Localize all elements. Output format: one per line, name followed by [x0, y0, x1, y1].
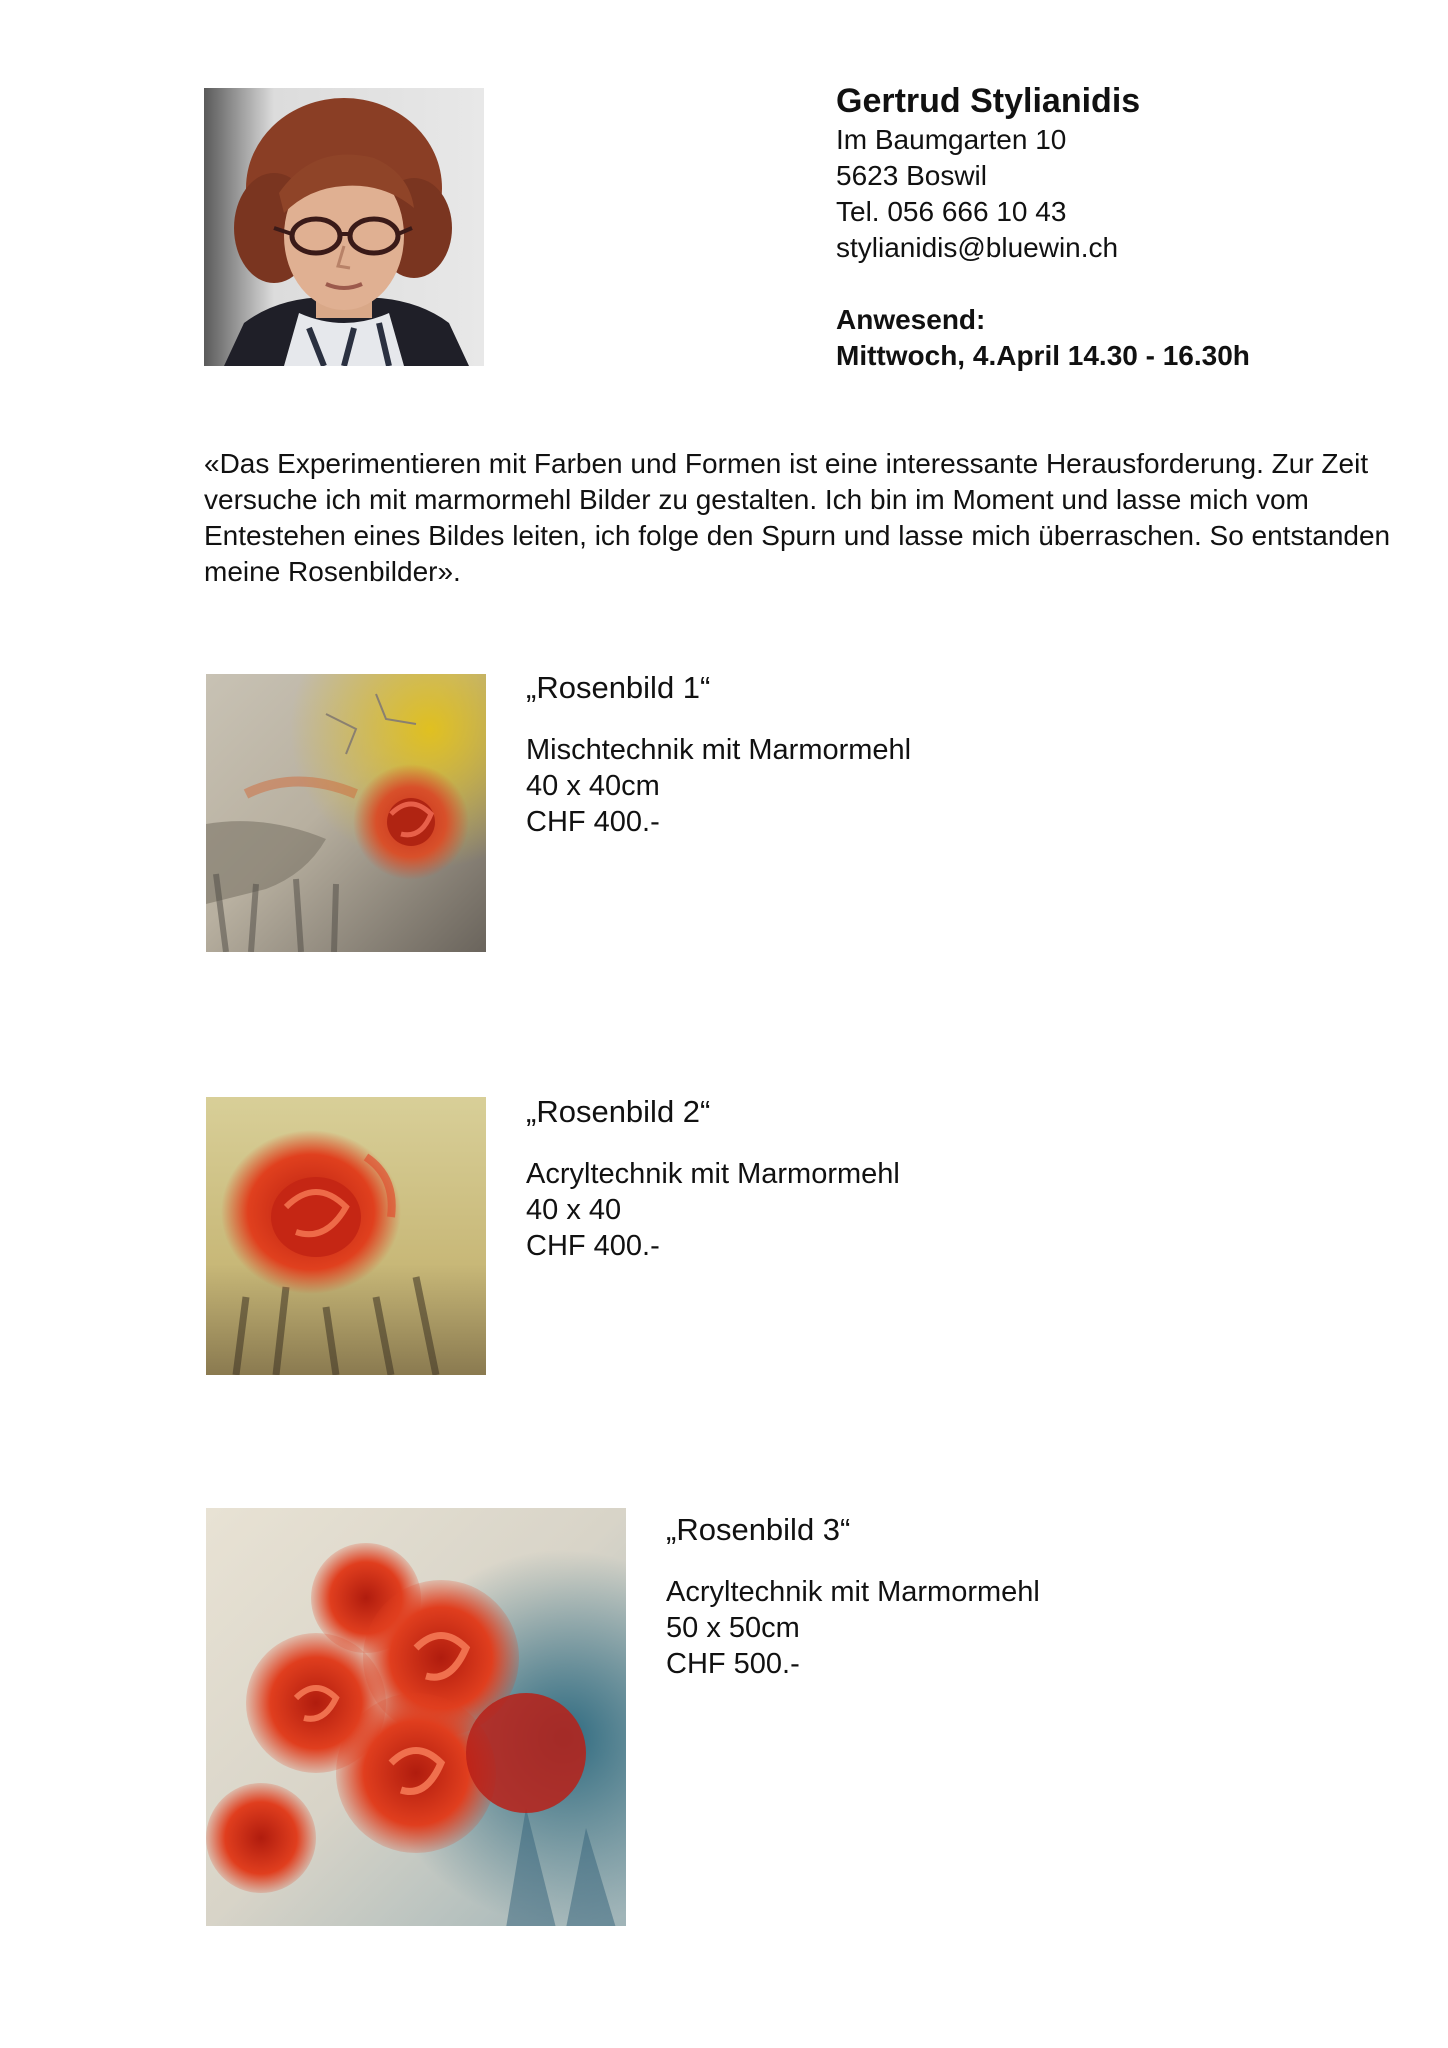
artwork-title: „Rosenbild 2“ — [526, 1094, 711, 1129]
artwork-image-1 — [206, 674, 486, 952]
artwork-info-3 — [666, 1510, 1366, 1682]
city-address: 5623 Boswil — [836, 160, 987, 191]
artwork-size: 50 x 50cm — [666, 1612, 800, 1644]
artwork-image-3 — [206, 1508, 626, 1926]
street-address: Im Baumgarten 10 — [836, 124, 1067, 155]
artwork-price: CHF 400.- — [526, 1230, 660, 1262]
presence-time: Mittwoch, 4.April 14.30 - 16.30h — [836, 340, 1250, 371]
presence-label: Anwesend: — [836, 304, 986, 335]
artwork-title: „Rosenbild 1“ — [526, 670, 711, 705]
artist-portrait — [204, 88, 484, 366]
artwork-price: CHF 500.- — [666, 1648, 800, 1680]
artwork-size: 40 x 40 — [526, 1194, 622, 1226]
artwork-size: 40 x 40cm — [526, 770, 660, 802]
portrait-image — [204, 88, 484, 366]
email-address: stylianidis@bluewin.ch — [836, 232, 1119, 263]
phone-number: Tel. 056 666 10 43 — [836, 196, 1067, 227]
spacer — [836, 266, 1396, 302]
artwork-info-1 — [526, 668, 1226, 840]
painting-rosenbild-1 — [206, 674, 486, 952]
artwork-info-2 — [526, 1092, 1226, 1264]
contact-block — [836, 80, 1396, 374]
artwork-title: „Rosenbild 3“ — [666, 1512, 851, 1547]
artwork-technique: Acryltechnik mit Marmormehl — [526, 1158, 900, 1190]
artist-name: Gertrud Stylianidis — [836, 82, 1141, 120]
artwork-technique: Mischtechnik mit Marmormehl — [526, 734, 912, 766]
artwork-image-2 — [206, 1097, 486, 1375]
painting-rosenbild-3 — [206, 1508, 626, 1926]
painting-rosenbild-2 — [206, 1097, 486, 1375]
artwork-price: CHF 400.- — [526, 806, 660, 838]
artist-statement: «Das Experimentieren mit Farben und Formen ist eine interessante Herausforderung. Zur Zeit versuche ich mit marmormehl Bilder zu gestalten. Ich bin im Moment und lasse mich vom Entestehen eines Bildes leiten, ich folge den Spurn und lasse mich überraschen. So entstanden meine Rosenbilder». — [204, 448, 1391, 587]
artwork-technique: Acryltechnik mit Marmormehl — [666, 1576, 1040, 1608]
